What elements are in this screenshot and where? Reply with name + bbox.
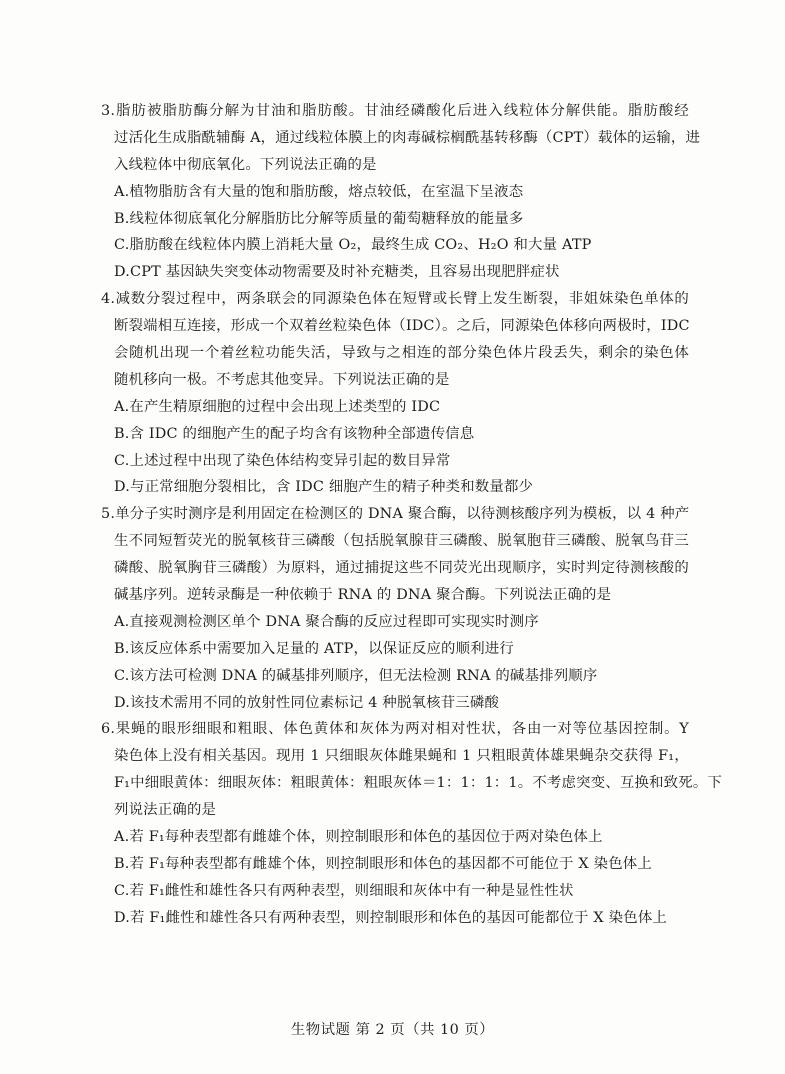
page-footer: 生物试题 第 2 页（共 10 页）	[290, 1022, 495, 1038]
question-6-option-b: B.若 F₁每种表型都有雌雄个体，则控制眼形和体色的基因都不可能位于 X 染色体上	[114, 855, 652, 872]
question-5-stem-line-3: 磷酸、脱氧胸苷三磷酸）为原料，通过捕捉这些不同荧光出现顺序，实时判定待测核酸的	[114, 560, 689, 577]
question-5-option-b: B.该反应体系中需要加入足量的 ATP，以保证反应的顺利进行	[114, 640, 514, 657]
question-5-option-d: D.该技术需用不同的放射性同位素标记 4 种脱氧核苷三磷酸	[114, 694, 500, 711]
question-6-option-d: D.若 F₁雌性和雄性各只有两种表型，则控制眼形和体色的基因可能都位于 X 染色体上	[114, 909, 668, 926]
question-5	[0, 501, 785, 716]
question-4-option-a: A.在产生精原细胞的过程中会出现上述类型的 IDC	[114, 398, 441, 415]
question-6-option-a: A.若 F₁每种表型都有雌雄个体，则控制眼形和体色的基因位于两对染色体上	[114, 829, 603, 846]
question-5-option-c: C.该方法可检测 DNA 的碱基排列顺序，但无法检测 RNA 的碱基排列顺序	[114, 667, 598, 684]
question-3	[0, 98, 785, 286]
question-5-stem-line-2: 生不同短暂荧光的脱氧核苷三磷酸（包括脱氧腺苷三磷酸、脱氧胞苷三磷酸、脱氧鸟苷三	[114, 533, 689, 550]
question-5-stem-line-1: 5.单分子实时测序是利用固定在检测区的 DNA 聚合酶，以待测核酸序列为模板，以 4 种产	[101, 506, 690, 523]
question-3-option-b: B.线粒体彻底氧化分解脂肪比分解等质量的葡萄糖释放的能量多	[114, 210, 524, 227]
question-6	[0, 716, 785, 931]
question-4-option-d: D.与正常细胞分裂相比，含 IDC 细胞产生的精子种类和数量都少	[114, 479, 534, 496]
question-3-stem-line-3: 入线粒体中彻底氧化。下列说法正确的是	[114, 156, 377, 173]
question-3-stem-line-2: 过活化生成脂酰辅酶 A，通过线粒体膜上的肉毒碱棕榈酰基转移酶（CPT）载体的运输，进	[114, 129, 701, 146]
question-3-stem-line-1: 3.脂肪被脂肪酶分解为甘油和脂肪酸。甘油经磷酸化后进入线粒体分解供能。脂肪酸经	[101, 103, 689, 119]
question-6-stem-line-2: 染色体上没有相关基因。现用 1 只细眼灰体雌果蝇和 1 只粗眼黄体雄果蝇杂交获得 F₁，	[114, 748, 689, 765]
question-4-option-c: C.上述过程中出现了染色体结构变异引起的数目异常	[114, 452, 451, 469]
question-3-option-c: C.脂肪酸在线粒体内膜上消耗大量 O₂，最终生成 CO₂、H₂O 和大量 ATP	[114, 237, 592, 254]
question-4-stem-line-3: 会随机出现一个着丝粒功能失活，导致与之相连的部分染色体片段丢失，剩余的染色体	[114, 345, 689, 362]
question-5-option-a: A.直接观测检测区单个 DNA 聚合酶的反应过程即可实现实时测序	[114, 613, 539, 630]
question-6-stem-line-3: F₁中细眼黄体：细眼灰体：粗眼黄体：粗眼灰体＝1：1：1：1。不考虑突变、互换和致死。下	[114, 775, 723, 792]
question-list	[0, 98, 785, 932]
question-6-stem-line-4: 列说法正确的是	[114, 802, 217, 819]
question-4-stem-line-1: 4.减数分裂过程中，两条联会的同源染色体在短臂或长臂上发生断裂，非姐妹染色单体的	[101, 291, 689, 308]
question-6-option-c: C.若 F₁雌性和雄性各只有两种表型，则细眼和灰体中有一种是显性性状	[114, 882, 574, 899]
question-4-option-b: B.含 IDC 的细胞产生的配子均含有该物种全部遗传信息	[114, 425, 475, 442]
question-3-option-d: D.CPT 基因缺失突变体动物需要及时补充糖类，且容易出现肥胖症状	[114, 264, 560, 281]
question-4-stem-line-4: 随机移向一极。不考虑其他变异。下列说法正确的是	[114, 371, 450, 388]
question-5-stem-line-4: 碱基序列。逆转录酶是一种依赖于 RNA 的 DNA 聚合酶。下列说法正确的是	[114, 587, 612, 604]
question-6-stem-line-1: 6.果蝇的眼形细眼和粗眼、体色黄体和灰体为两对相对性状，各由一对等位基因控制。Y	[101, 721, 689, 738]
question-4-stem-line-2: 断裂端相互连接，形成一个双着丝粒染色体（IDC）。之后，同源染色体移向两极时，IDC	[114, 318, 690, 335]
question-3-option-a: A.植物脂肪含有大量的饱和脂肪酸，熔点较低，在室温下呈液态	[114, 183, 524, 200]
question-4	[0, 286, 785, 501]
